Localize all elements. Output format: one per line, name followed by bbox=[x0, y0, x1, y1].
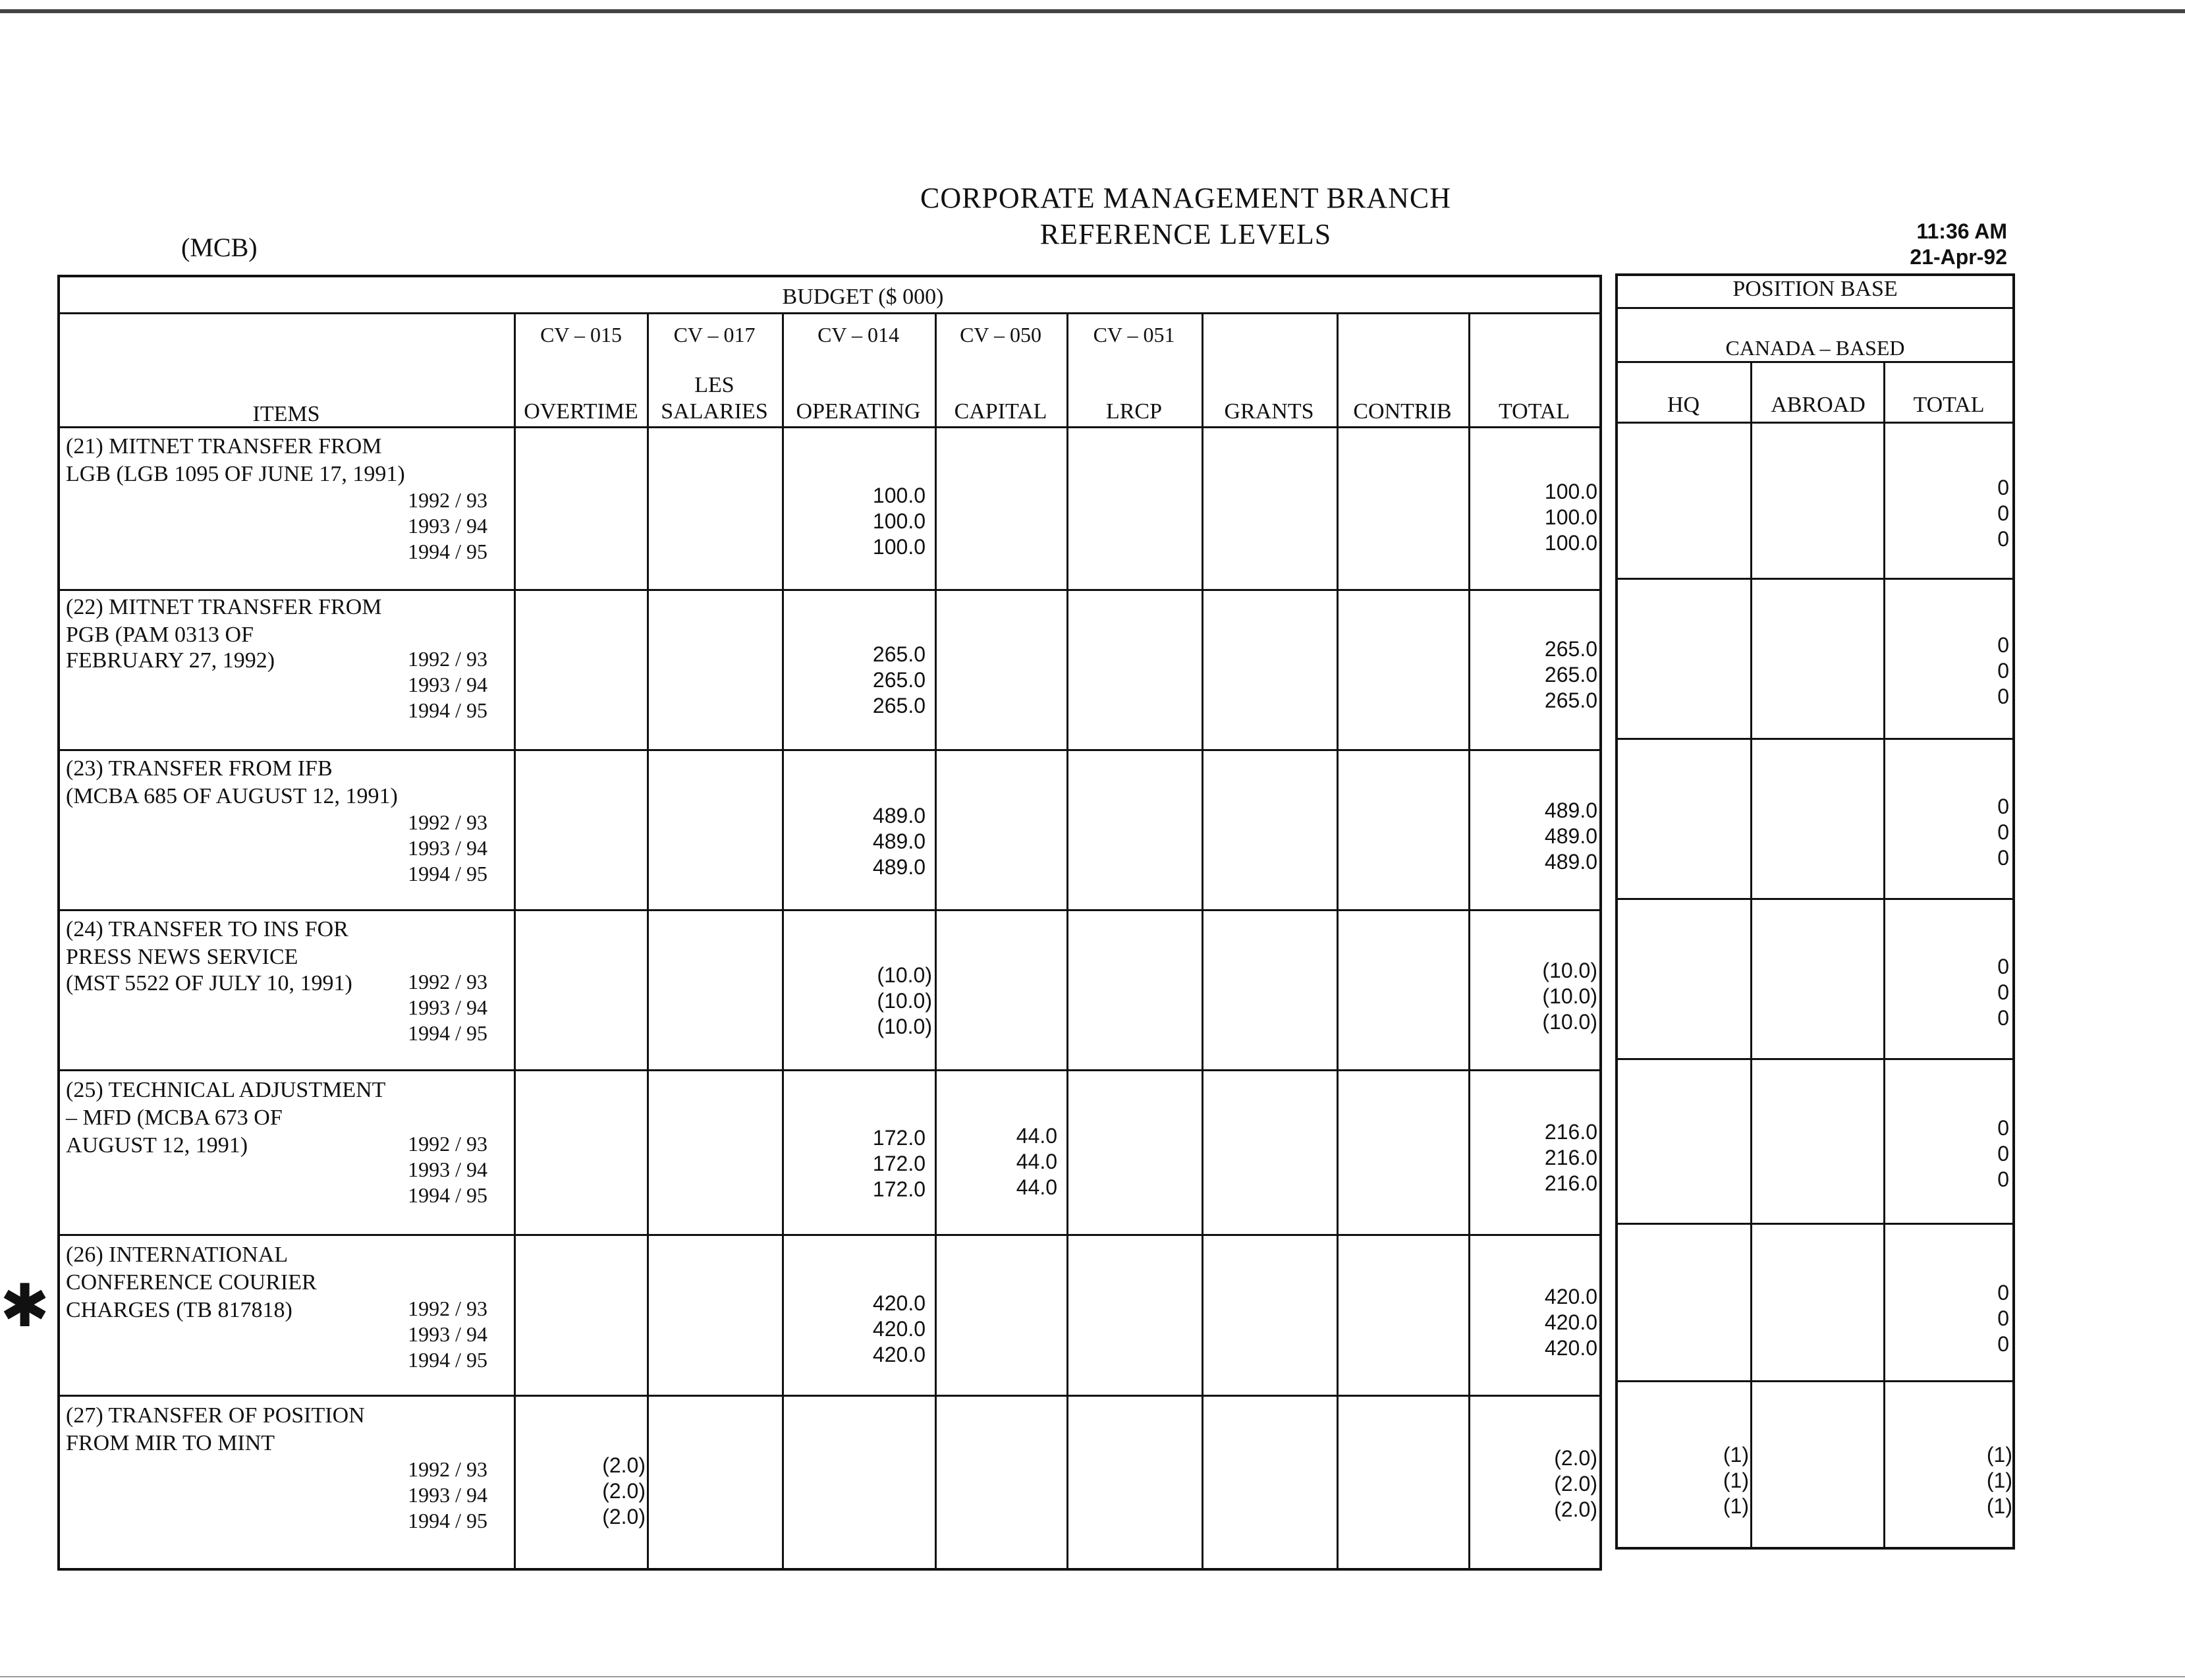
item-24-line3: (MST 5522 OF JULY 10, 1991) bbox=[66, 971, 352, 995]
item-23-line2: (MCBA 685 OF AUGUST 12, 1991) bbox=[66, 784, 398, 808]
operating-value: 265.0 bbox=[872, 694, 926, 717]
total-value: 100.0 bbox=[1544, 480, 1597, 503]
item-27-line2: FROM MIR TO MINT bbox=[66, 1431, 275, 1455]
position-total-value: 0 bbox=[1997, 659, 2009, 683]
position-total-value: 0 bbox=[1997, 633, 2009, 657]
operating-value: 420.0 bbox=[872, 1317, 926, 1341]
position-total-value: 0 bbox=[1997, 846, 2009, 870]
budget-col-divider bbox=[782, 312, 784, 1571]
col-lrcp: LRCP bbox=[1105, 399, 1163, 424]
col-les-line1: LES bbox=[694, 373, 734, 397]
report-time: 11:36 AM bbox=[1916, 219, 2007, 243]
operating-value: (10.0) bbox=[877, 963, 932, 987]
year-label: 1994 / 95 bbox=[408, 540, 487, 563]
scan-bottom-border bbox=[0, 1676, 2185, 1677]
total-value: 489.0 bbox=[1544, 798, 1597, 822]
total-value: 100.0 bbox=[1544, 505, 1597, 529]
position-total-value: (1) bbox=[1986, 1469, 2012, 1492]
year-label: 1993 / 94 bbox=[408, 514, 487, 538]
budget-col-divider bbox=[647, 312, 649, 1571]
item-24-line1: (24) TRANSFER TO INS FOR bbox=[66, 917, 348, 941]
report-date: 21-Apr-92 bbox=[1910, 245, 2007, 269]
total-value: 265.0 bbox=[1544, 688, 1597, 712]
operating-value: (10.0) bbox=[877, 1015, 932, 1038]
item-25-line2: – MFD (MCBA 673 OF bbox=[66, 1106, 283, 1130]
total-value: (10.0) bbox=[1542, 984, 1597, 1008]
year-label: 1992 / 93 bbox=[408, 647, 487, 671]
position-total-value: 0 bbox=[1997, 795, 2009, 818]
operating-value: 420.0 bbox=[872, 1291, 926, 1315]
year-label: 1993 / 94 bbox=[408, 673, 487, 696]
branch-code: (MCB) bbox=[181, 233, 258, 262]
col-capital: CAPITAL bbox=[954, 399, 1047, 424]
budget-col-divider bbox=[514, 312, 516, 1571]
row-separator bbox=[1615, 898, 2015, 900]
col-total: TOTAL bbox=[1498, 399, 1570, 424]
budget-col-divider bbox=[1202, 312, 1203, 1571]
col-contrib: CONTRIB bbox=[1353, 399, 1452, 424]
year-label: 1994 / 95 bbox=[408, 1183, 487, 1207]
hq-value: (1) bbox=[1723, 1443, 1749, 1467]
total-value: 216.0 bbox=[1544, 1146, 1597, 1169]
total-value: 420.0 bbox=[1544, 1310, 1597, 1334]
operating-value: 489.0 bbox=[872, 855, 926, 879]
cv-017: CV – 017 bbox=[673, 323, 756, 347]
col-items: ITEMS bbox=[252, 402, 320, 426]
position-table bbox=[1615, 273, 2015, 1550]
col-grants: GRANTS bbox=[1224, 399, 1314, 424]
row-separator bbox=[1615, 1380, 2015, 1382]
total-value: 216.0 bbox=[1544, 1120, 1597, 1144]
total-value: 489.0 bbox=[1544, 850, 1597, 874]
hq-value: (1) bbox=[1723, 1469, 1749, 1492]
year-label: 1994 / 95 bbox=[408, 698, 487, 722]
year-label: 1992 / 93 bbox=[408, 1457, 487, 1481]
operating-value: 265.0 bbox=[872, 668, 926, 692]
col-overtime: OVERTIME bbox=[524, 399, 638, 424]
col-les-line2: SALARIES bbox=[661, 399, 768, 424]
operating-value: 100.0 bbox=[872, 535, 926, 559]
report-title: CORPORATE MANAGEMENT BRANCH bbox=[920, 182, 1452, 214]
hq-value: (1) bbox=[1723, 1494, 1749, 1518]
item-22-line1: (22) MITNET TRANSFER FROM bbox=[66, 595, 382, 619]
year-label: 1993 / 94 bbox=[408, 995, 487, 1019]
position-total-value: 0 bbox=[1997, 1167, 2009, 1191]
position-col-divider bbox=[1883, 361, 1885, 1550]
row-separator bbox=[1615, 578, 2015, 580]
operating-value: 100.0 bbox=[872, 509, 926, 533]
row-separator bbox=[1615, 1058, 2015, 1060]
capital-value: 44.0 bbox=[1016, 1150, 1057, 1173]
year-label: 1994 / 95 bbox=[408, 862, 487, 885]
item-25-line3: AUGUST 12, 1991) bbox=[66, 1133, 248, 1158]
col-hq: HQ bbox=[1667, 393, 1700, 417]
position-total-value: 0 bbox=[1997, 1281, 2009, 1304]
position-header-rule bbox=[1615, 307, 2015, 309]
total-value: 100.0 bbox=[1544, 531, 1597, 555]
year-label: 1992 / 93 bbox=[408, 810, 487, 834]
item-22-line3: FEBRUARY 27, 1992) bbox=[66, 648, 275, 673]
budget-col-divider bbox=[1066, 312, 1068, 1571]
operating-value: 489.0 bbox=[872, 829, 926, 853]
position-total-value: 0 bbox=[1997, 1116, 2009, 1140]
position-total-value: 0 bbox=[1997, 980, 2009, 1004]
total-value: 489.0 bbox=[1544, 824, 1597, 848]
capital-value: 44.0 bbox=[1016, 1175, 1057, 1199]
year-label: 1992 / 93 bbox=[408, 1132, 487, 1156]
year-label: 1992 / 93 bbox=[408, 970, 487, 994]
total-value: 420.0 bbox=[1544, 1336, 1597, 1360]
total-value: (2.0) bbox=[1554, 1472, 1597, 1496]
row-separator bbox=[57, 1069, 1602, 1071]
scan-top-border bbox=[0, 9, 2185, 13]
position-total-value: 0 bbox=[1997, 820, 2009, 844]
overtime-value: (2.0) bbox=[602, 1479, 646, 1503]
operating-value: 420.0 bbox=[872, 1343, 926, 1366]
position-group-header: POSITION BASE bbox=[1732, 277, 1898, 301]
total-value: 216.0 bbox=[1544, 1171, 1597, 1195]
overtime-value: (2.0) bbox=[602, 1453, 646, 1477]
item-21-line1: (21) MITNET TRANSFER FROM bbox=[66, 434, 382, 459]
item-24-line2: PRESS NEWS SERVICE bbox=[66, 945, 298, 969]
operating-value: (10.0) bbox=[877, 989, 932, 1013]
position-total-value: 0 bbox=[1997, 955, 2009, 978]
position-total-value: 0 bbox=[1997, 1142, 2009, 1165]
position-total-value: 0 bbox=[1997, 476, 2009, 499]
capital-value: 44.0 bbox=[1016, 1124, 1057, 1148]
operating-value: 489.0 bbox=[872, 804, 926, 827]
position-total-value: 0 bbox=[1997, 1332, 2009, 1356]
total-value: 265.0 bbox=[1544, 637, 1597, 661]
position-total-value: 0 bbox=[1997, 1306, 2009, 1330]
year-label: 1993 / 94 bbox=[408, 1322, 487, 1346]
cv-050: CV – 050 bbox=[960, 323, 1041, 347]
row-separator bbox=[57, 909, 1602, 911]
col-abroad: ABROAD bbox=[1771, 393, 1866, 417]
row-separator bbox=[57, 589, 1602, 591]
operating-value: 172.0 bbox=[872, 1177, 926, 1201]
position-col-divider bbox=[1750, 361, 1752, 1550]
item-21-line2: LGB (LGB 1095 OF JUNE 17, 1991) bbox=[66, 462, 405, 486]
budget-col-divider bbox=[1337, 312, 1339, 1571]
total-value: (2.0) bbox=[1554, 1446, 1597, 1470]
col-operating: OPERATING bbox=[796, 399, 921, 424]
overtime-value: (2.0) bbox=[602, 1505, 646, 1528]
item-26-line3: CHARGES (TB 817818) bbox=[66, 1298, 292, 1322]
operating-value: 100.0 bbox=[872, 484, 926, 507]
operating-value: 265.0 bbox=[872, 642, 926, 666]
item-26-line2: CONFERENCE COURIER bbox=[66, 1270, 317, 1295]
year-label: 1994 / 95 bbox=[408, 1348, 487, 1372]
position-sub-rule bbox=[1615, 361, 2015, 363]
total-value: (10.0) bbox=[1542, 959, 1597, 982]
year-label: 1992 / 93 bbox=[408, 1297, 487, 1320]
year-label: 1993 / 94 bbox=[408, 836, 487, 860]
position-total-value: (1) bbox=[1986, 1443, 2012, 1467]
item-27-line1: (27) TRANSFER OF POSITION bbox=[66, 1403, 365, 1428]
handwritten-asterisk: ✱ bbox=[0, 1272, 50, 1341]
total-value: 420.0 bbox=[1544, 1285, 1597, 1308]
cv-014: CV – 014 bbox=[817, 323, 899, 347]
year-label: 1994 / 95 bbox=[408, 1509, 487, 1532]
cv-051: CV – 051 bbox=[1093, 323, 1175, 347]
position-total-value: 0 bbox=[1997, 1006, 2009, 1030]
item-23-line1: (23) TRANSFER FROM IFB bbox=[66, 756, 333, 781]
year-label: 1992 / 93 bbox=[408, 488, 487, 512]
position-total-value: 0 bbox=[1997, 685, 2009, 708]
item-25-line1: (25) TECHNICAL ADJUSTMENT bbox=[66, 1078, 386, 1102]
col-pos-total: TOTAL bbox=[1913, 393, 1985, 417]
canada-based-header: CANADA – BASED bbox=[1725, 336, 1905, 360]
row-separator bbox=[57, 1395, 1602, 1397]
budget-group-header: BUDGET ($ 000) bbox=[782, 285, 944, 309]
year-label: 1993 / 94 bbox=[408, 1483, 487, 1507]
item-22-line2: PGB (PAM 0313 OF bbox=[66, 623, 254, 647]
total-value: (2.0) bbox=[1554, 1498, 1597, 1521]
report-subtitle: REFERENCE LEVELS bbox=[1039, 218, 1332, 250]
row-separator bbox=[1615, 738, 2015, 740]
year-label: 1994 / 95 bbox=[408, 1021, 487, 1045]
position-total-value: 0 bbox=[1997, 501, 2009, 525]
total-value: (10.0) bbox=[1542, 1010, 1597, 1034]
budget-col-divider bbox=[935, 312, 937, 1571]
budget-header-rule bbox=[57, 312, 1602, 314]
position-columns-rule bbox=[1615, 422, 2015, 424]
operating-value: 172.0 bbox=[872, 1152, 926, 1175]
operating-value: 172.0 bbox=[872, 1126, 926, 1150]
row-separator bbox=[57, 1234, 1602, 1236]
cv-015: CV – 015 bbox=[540, 323, 622, 347]
row-separator bbox=[57, 749, 1602, 751]
position-total-value: 0 bbox=[1997, 527, 2009, 551]
total-value: 265.0 bbox=[1544, 663, 1597, 686]
row-separator bbox=[1615, 1223, 2015, 1225]
position-total-value: (1) bbox=[1986, 1494, 2012, 1518]
item-26-line1: (26) INTERNATIONAL bbox=[66, 1243, 289, 1267]
budget-col-divider bbox=[1468, 312, 1470, 1571]
year-label: 1993 / 94 bbox=[408, 1158, 487, 1181]
